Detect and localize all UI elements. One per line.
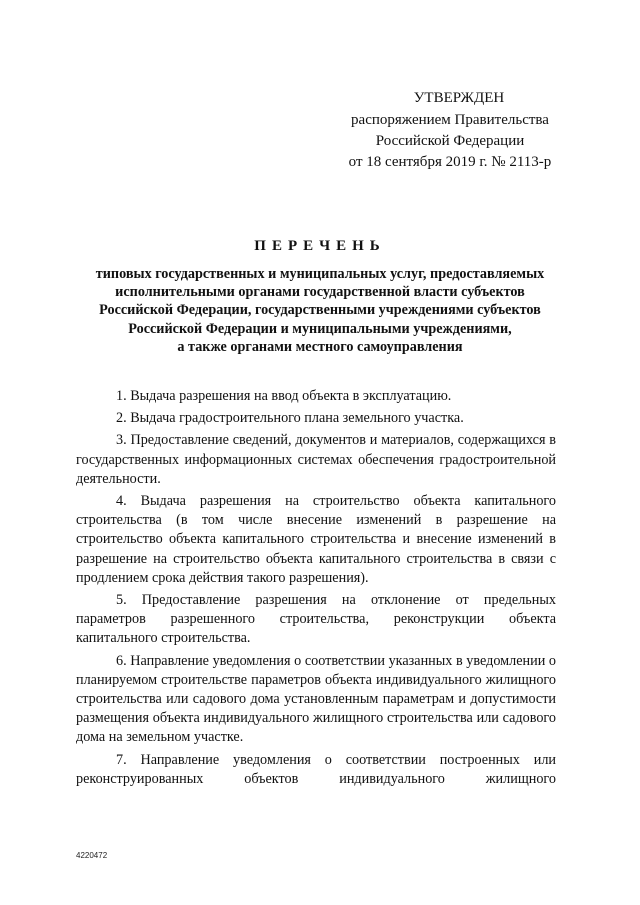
approval-line-government: Российской Федерации (375, 133, 525, 149)
document-subheading (64, 265, 576, 356)
list-item: 4. Выдача разрешения на строительство объекта капитального строительства (в том числе внесение изменений в разрешение на строительство объекта капитального строительства и внесение изменений в разрешение на строительство объекта капитального строительства в связи с продлением срока действия такого разрешения). (76, 493, 556, 586)
services-list (76, 387, 556, 792)
subheading-line: типовых государственных и муниципальных услуг, предоставляемых (95, 266, 545, 282)
subheading-line: Российской Федерации и муниципальными учреждениями, (128, 320, 512, 337)
subheading-line: исполнительными органами государственной власти субъектов (115, 284, 525, 301)
list-item: 5. Предоставление разрешения на отклонение от предельных параметров разрешенного строительства, реконструкции объекта капитального строительства. (76, 592, 556, 647)
list-item: 3. Предоставление сведений, документов и материалов, содержащихся в государственных информационных системах обеспечения градостроительной деятельности. (76, 432, 556, 487)
approval-title: УТВЕРЖДЕН (413, 90, 505, 106)
subheading-line: Российской Федерации, государственными учреждениями субъектов (99, 302, 541, 319)
list-item: 1. Выдача разрешения на ввод объекта в эксплуатацию. (116, 388, 452, 404)
subheading-line: а также органами местного самоуправления (177, 338, 463, 355)
approval-date-number: от 18 сентября 2019 г. № 2113-р (348, 154, 552, 170)
approval-line-decree: распоряжением Правительства (351, 112, 549, 128)
document-heading: ПЕРЕЧЕНЬ (254, 238, 386, 254)
list-item: 6. Направление уведомления о соответствии указанных в уведомлении о планируемом строительстве параметров объекта индивидуального жилищного строительства или садового дома установленным параметрам и допустимости размещения объекта индивидуального жилищного строительства или садового дома на земельном участке. (76, 652, 556, 746)
list-item: 2. Выдача градостроительного плана земельного участка. (116, 410, 464, 427)
document-code: 4220472 (76, 851, 108, 860)
list-item: 7. Направление уведомления о соответствии построенных или реконструированных объектов индивидуального жилищного (76, 751, 556, 787)
approval-block (330, 88, 570, 173)
